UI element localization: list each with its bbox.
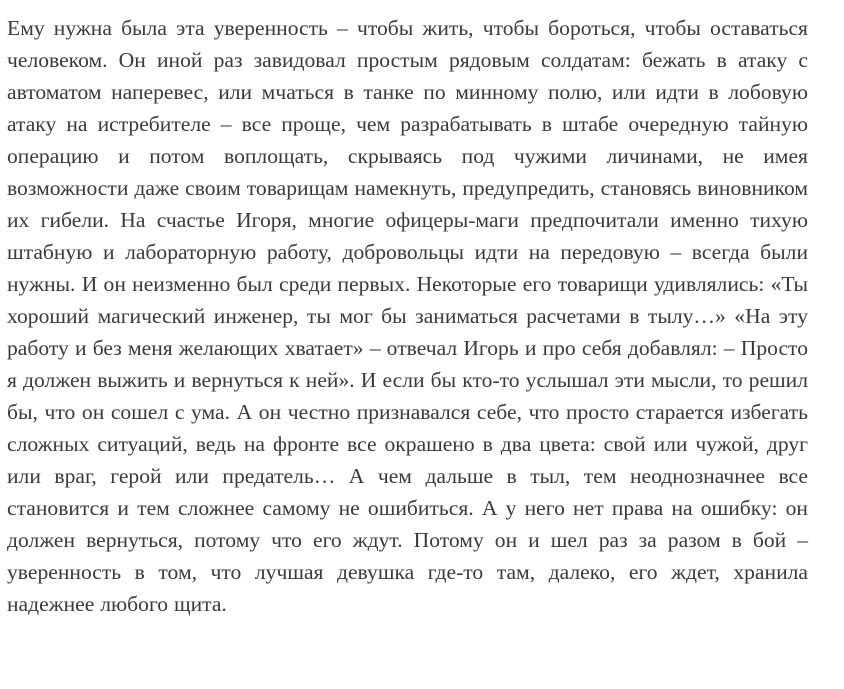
body-paragraph: Ему нужна была эта уверенность – чтобы жить, чтобы бороться, чтобы оставаться человеком. Он иной раз завидовал простым рядовым солдатам: бежать в атаку с автоматом наперевес, или мчаться в танке по минному полю, или идти в лобовую атаку на истребителе – все проще, чем разрабатывать в штабе очередную тайную операцию и потом воплощать, скрываясь под чужими личинами, не имея возможности даже своим товарищам намекнуть, предупредить, становясь виновником их гибели. На счастье Игоря, многие офицеры-маги предпочитали именно тихую штабную и лабораторную работу, добровольцы идти на передовую – всегда были нужны. И он неизменно был среди первых. Некоторые его товарищи удивлялись: «Ты хороший магический инженер, ты мог бы заниматься расчетами в тылу…» «На эту работу и без меня желающих хватает» – отвечал Игорь и про себя добавлял: – Просто я должен выжить и вернуться к ней». И если бы кто-то услышал эти мысли, то решил бы, что он сошел с ума. А он честно признавался себе, что просто старается избегать сложных ситуаций, ведь на фронте все окрашено в два цвета: свой или чужой, друг или враг, герой или предатель… А чем дальше в тыл, тем неоднозначнее все становится и тем сложнее самому не ошибиться. А у него нет права на ошибку: он должен вернуться, потому что его ждут. Потому он и шел раз за разом в бой – уверенность в том, что лучшая девушка где-то там, далеко, его ждет, хранила надежнее любого щита.	[7, 16, 808, 616]
